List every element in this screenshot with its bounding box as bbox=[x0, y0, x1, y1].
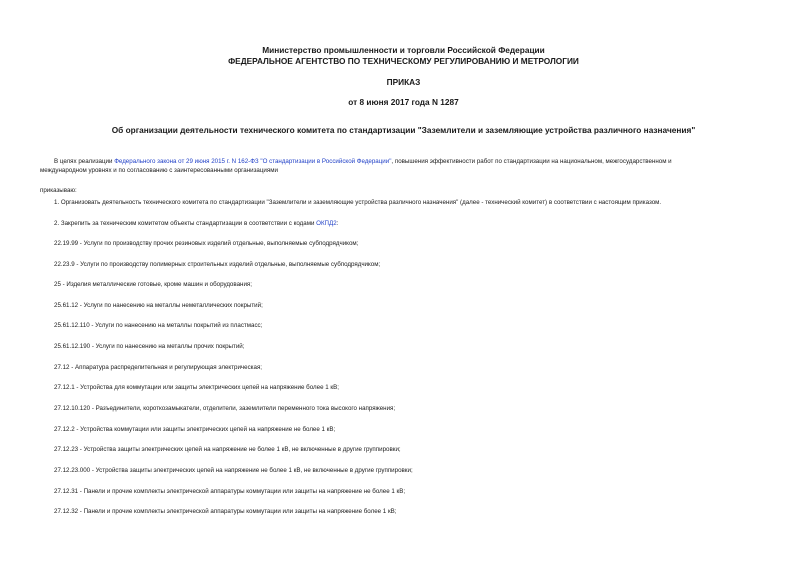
clause-2 bbox=[54, 220, 338, 227]
document-date: от 8 июня 2017 года N 1287 bbox=[348, 97, 459, 107]
code-list-item: 27.12.32 - Панели и прочие комплекты электрической аппаратуры коммутации или защиты на напряжение более 1 кВ; bbox=[54, 508, 397, 515]
code-list-item: 22.23.9 - Услуги по производству полимерных строительных изделий отдельные, выполняемые субподрядчиком; bbox=[54, 261, 381, 268]
preamble-text-start: В целях реализации bbox=[54, 158, 115, 165]
clause-1: 1. Организовать деятельность технического комитета по стандартизации "Заземлители и заземляющие устройства различного назначения" (далее - технический комитет) в соответствии с настоящим приказом. bbox=[54, 199, 662, 206]
clause-2-colon: : bbox=[336, 220, 339, 227]
order-word: приказываю: bbox=[40, 187, 77, 194]
code-list-item: 27.12.1 - Устройства для коммутации или защиты электрических цепей на напряжение более 1 кВ; bbox=[54, 384, 339, 391]
clause-2-text: 2. Закрепить за техническим комитетом объекты стандартизации в соответствии с кодами bbox=[54, 220, 317, 227]
preamble-line-1 bbox=[54, 158, 672, 165]
code-list-item: 25.61.12.110 - Услуги по нанесению на металлы покрытий из пластмасс; bbox=[54, 322, 263, 329]
code-list-item: 27.12.10.120 - Разъединители, короткозамыкатели, отделители, заземлители переменного тока высокого напряжения; bbox=[54, 405, 396, 412]
ministry-title: Министерство промышленности и торговли Российской Федерации bbox=[262, 45, 545, 55]
document-title: Об организации деятельности технического комитета по стандартизации "Заземлители и заземляющие устройства различного назначения" bbox=[111, 125, 696, 135]
code-list-item: 22.19.99 - Услуги по производству прочих резиновых изделий отдельные, выполняемые субподрядчиком; bbox=[54, 240, 359, 247]
code-list-item: 27.12.31 - Панели и прочие комплекты электрической аппаратуры коммутации или защиты на напряжение не более 1 кВ; bbox=[54, 488, 406, 495]
preamble-text-end: , повышения эффективности работ по стандартизации на национальном, межгосударственном и bbox=[391, 158, 672, 165]
federal-law-link[interactable]: Федерального закона от 29 июня 2015 г. N 162-ФЗ "О стандартизации в Российской Федерации" bbox=[114, 158, 392, 165]
code-list-item: 27.12.2 - Устройства коммутации или защиты электрических цепей на напряжение не более 1 кВ; bbox=[54, 426, 336, 433]
document-type: ПРИКАЗ bbox=[386, 77, 421, 87]
preamble-line-2: международном уровнях и по согласованию с заинтересованными организациями bbox=[40, 167, 278, 174]
code-list-item: 27.12 - Аппаратура распределительная и регулирующая электрическая; bbox=[54, 364, 263, 371]
agency-title: ФЕДЕРАЛЬНОЕ АГЕНТСТВО ПО ТЕХНИЧЕСКОМУ РЕГУЛИРОВАНИЮ И МЕТРОЛОГИИ bbox=[228, 56, 579, 66]
code-list-item: 25 - Изделия металлические готовые, кроме машин и оборудования; bbox=[54, 281, 252, 288]
code-list-item: 25.61.12 - Услуги по нанесению на металлы неметаллических покрытий; bbox=[54, 302, 263, 309]
okpd2-link[interactable]: ОКПД2 bbox=[316, 220, 337, 227]
code-list-item: 25.61.12.190 - Услуги по нанесению на металлы прочих покрытий; bbox=[54, 343, 245, 350]
code-list-item: 27.12.23.000 - Устройства защиты электрических цепей на напряжение не более 1 кВ, не включенные в другие группировки; bbox=[54, 467, 413, 474]
code-list-item: 27.12.23 - Устройства защиты электрических цепей на напряжение не более 1 кВ, не включенные в другие группировки; bbox=[54, 446, 401, 453]
